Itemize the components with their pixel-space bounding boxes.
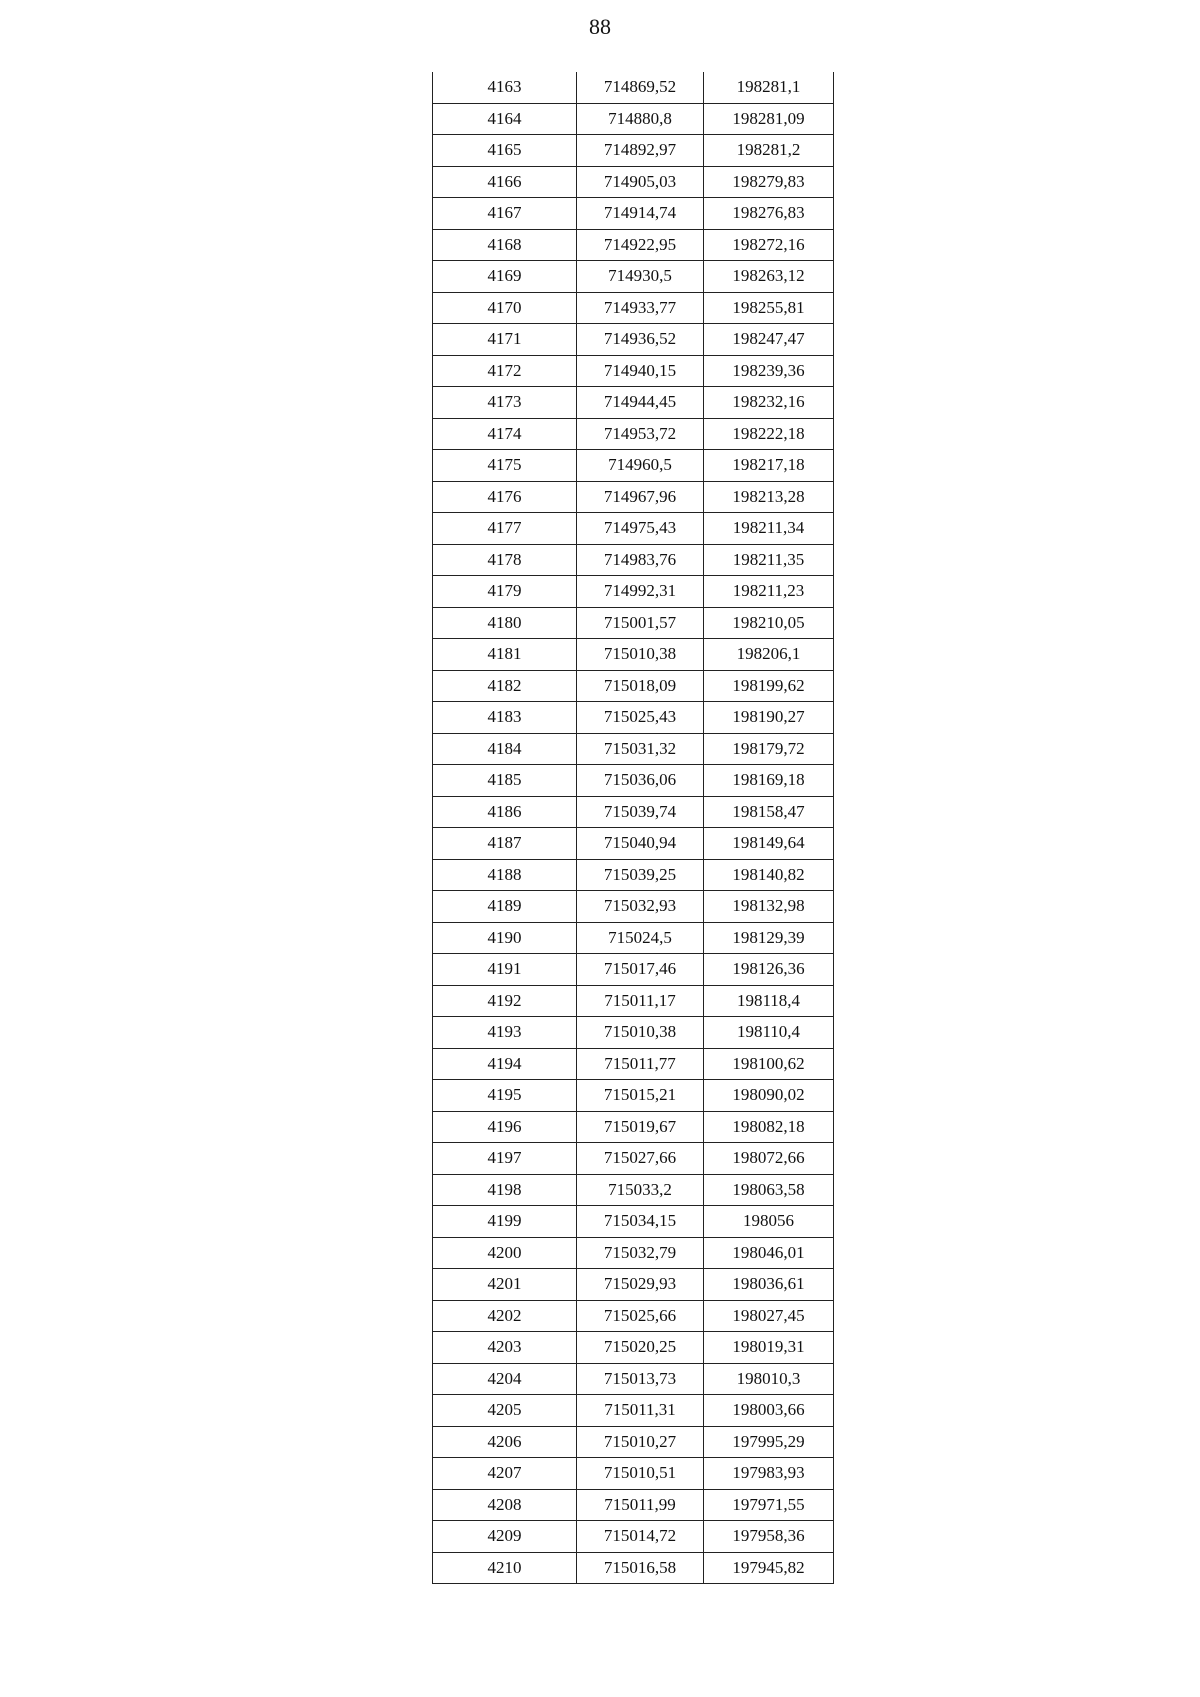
x-coordinate-cell: 715032,79: [577, 1237, 704, 1269]
point-number-cell: 4198: [433, 1174, 577, 1206]
y-coordinate-cell: 197958,36: [704, 1521, 834, 1553]
y-coordinate-cell: 198239,36: [704, 355, 834, 387]
x-coordinate-cell: 714869,52: [577, 72, 704, 103]
point-number-cell: 4209: [433, 1521, 577, 1553]
point-number-cell: 4194: [433, 1048, 577, 1080]
point-number-cell: 4204: [433, 1363, 577, 1395]
y-coordinate-cell: 198056: [704, 1206, 834, 1238]
point-number-cell: 4180: [433, 607, 577, 639]
x-coordinate-cell: 714983,76: [577, 544, 704, 576]
y-coordinate-cell: 198222,18: [704, 418, 834, 450]
point-number-cell: 4163: [433, 72, 577, 103]
point-number-cell: 4188: [433, 859, 577, 891]
x-coordinate-cell: 714930,5: [577, 261, 704, 293]
point-number-cell: 4207: [433, 1458, 577, 1490]
x-coordinate-cell: 715018,09: [577, 670, 704, 702]
y-coordinate-cell: 198272,16: [704, 229, 834, 261]
y-coordinate-cell: 198158,47: [704, 796, 834, 828]
x-coordinate-cell: 715016,58: [577, 1552, 704, 1584]
table-row: [433, 670, 834, 702]
point-number-cell: 4208: [433, 1489, 577, 1521]
table-row: [433, 1458, 834, 1490]
point-number-cell: 4210: [433, 1552, 577, 1584]
y-coordinate-cell: 198036,61: [704, 1269, 834, 1301]
x-coordinate-cell: 715033,2: [577, 1174, 704, 1206]
y-coordinate-cell: 198072,66: [704, 1143, 834, 1175]
table-row: [433, 261, 834, 293]
point-number-cell: 4192: [433, 985, 577, 1017]
point-number-cell: 4165: [433, 135, 577, 167]
point-number-cell: 4170: [433, 292, 577, 324]
point-number-cell: 4187: [433, 828, 577, 860]
y-coordinate-cell: 198211,34: [704, 513, 834, 545]
x-coordinate-cell: 714936,52: [577, 324, 704, 356]
y-coordinate-cell: 197945,82: [704, 1552, 834, 1584]
table-row: [433, 418, 834, 450]
point-number-cell: 4169: [433, 261, 577, 293]
y-coordinate-cell: 197995,29: [704, 1426, 834, 1458]
x-coordinate-cell: 715017,46: [577, 954, 704, 986]
table-row: [433, 1521, 834, 1553]
y-coordinate-cell: 198090,02: [704, 1080, 834, 1112]
x-coordinate-cell: 715010,38: [577, 1017, 704, 1049]
table-row: [433, 450, 834, 482]
y-coordinate-cell: 198118,4: [704, 985, 834, 1017]
x-coordinate-cell: 714922,95: [577, 229, 704, 261]
x-coordinate-cell: 715040,94: [577, 828, 704, 860]
table-row: [433, 324, 834, 356]
table-row: [433, 828, 834, 860]
y-coordinate-cell: 198217,18: [704, 450, 834, 482]
table-row: [433, 859, 834, 891]
y-coordinate-cell: 198281,1: [704, 72, 834, 103]
point-number-cell: 4191: [433, 954, 577, 986]
y-coordinate-cell: 198263,12: [704, 261, 834, 293]
x-coordinate-cell: 715025,66: [577, 1300, 704, 1332]
point-number-cell: 4200: [433, 1237, 577, 1269]
point-number-cell: 4202: [433, 1300, 577, 1332]
point-number-cell: 4196: [433, 1111, 577, 1143]
table-row: [433, 765, 834, 797]
y-coordinate-cell: 197983,93: [704, 1458, 834, 1490]
y-coordinate-cell: 198232,16: [704, 387, 834, 419]
table-row: [433, 796, 834, 828]
page-number: 88: [589, 14, 611, 39]
point-number-cell: 4195: [433, 1080, 577, 1112]
x-coordinate-cell: 715011,99: [577, 1489, 704, 1521]
table-row: [433, 1552, 834, 1584]
y-coordinate-cell: 198179,72: [704, 733, 834, 765]
x-coordinate-cell: 714960,5: [577, 450, 704, 482]
y-coordinate-cell: 198149,64: [704, 828, 834, 860]
point-number-cell: 4172: [433, 355, 577, 387]
y-coordinate-cell: 198276,83: [704, 198, 834, 230]
x-coordinate-cell: 714992,31: [577, 576, 704, 608]
table-row: [433, 1080, 834, 1112]
x-coordinate-cell: 715020,25: [577, 1332, 704, 1364]
x-coordinate-cell: 715013,73: [577, 1363, 704, 1395]
y-coordinate-cell: 198110,4: [704, 1017, 834, 1049]
y-coordinate-cell: 198199,62: [704, 670, 834, 702]
point-number-cell: 4167: [433, 198, 577, 230]
y-coordinate-cell: 198019,31: [704, 1332, 834, 1364]
y-coordinate-cell: 197971,55: [704, 1489, 834, 1521]
y-coordinate-cell: 198140,82: [704, 859, 834, 891]
x-coordinate-cell: 714953,72: [577, 418, 704, 450]
x-coordinate-cell: 715031,32: [577, 733, 704, 765]
y-coordinate-cell: 198255,81: [704, 292, 834, 324]
table-row: [433, 954, 834, 986]
y-coordinate-cell: 198082,18: [704, 1111, 834, 1143]
x-coordinate-cell: 715011,77: [577, 1048, 704, 1080]
point-number-cell: 4164: [433, 103, 577, 135]
point-number-cell: 4190: [433, 922, 577, 954]
point-number-cell: 4189: [433, 891, 577, 923]
x-coordinate-cell: 715025,43: [577, 702, 704, 734]
point-number-cell: 4186: [433, 796, 577, 828]
table-row: [433, 292, 834, 324]
table-row: [433, 166, 834, 198]
table-row: [433, 733, 834, 765]
y-coordinate-cell: 198126,36: [704, 954, 834, 986]
table-row: [433, 1332, 834, 1364]
x-coordinate-cell: 714933,77: [577, 292, 704, 324]
coordinates-table: [432, 72, 834, 1584]
table-row: [433, 355, 834, 387]
x-coordinate-cell: 714975,43: [577, 513, 704, 545]
x-coordinate-cell: 715014,72: [577, 1521, 704, 1553]
table-row: [433, 985, 834, 1017]
y-coordinate-cell: 198010,3: [704, 1363, 834, 1395]
y-coordinate-cell: 198213,28: [704, 481, 834, 513]
table-row: [433, 1143, 834, 1175]
x-coordinate-cell: 714892,97: [577, 135, 704, 167]
point-number-cell: 4201: [433, 1269, 577, 1301]
table-row: [433, 1395, 834, 1427]
table-row: [433, 1363, 834, 1395]
point-number-cell: 4175: [433, 450, 577, 482]
x-coordinate-cell: 715019,67: [577, 1111, 704, 1143]
point-number-cell: 4185: [433, 765, 577, 797]
x-coordinate-cell: 715011,31: [577, 1395, 704, 1427]
x-coordinate-cell: 715027,66: [577, 1143, 704, 1175]
y-coordinate-cell: 198281,2: [704, 135, 834, 167]
table-row: [433, 229, 834, 261]
point-number-cell: 4176: [433, 481, 577, 513]
table-row: [433, 103, 834, 135]
point-number-cell: 4181: [433, 639, 577, 671]
y-coordinate-cell: 198132,98: [704, 891, 834, 923]
table-row: [433, 639, 834, 671]
table-row: [433, 922, 834, 954]
table-row: [433, 135, 834, 167]
y-coordinate-cell: 198211,35: [704, 544, 834, 576]
x-coordinate-cell: 715010,38: [577, 639, 704, 671]
point-number-cell: 4183: [433, 702, 577, 734]
table-row: [433, 607, 834, 639]
table-row: [433, 387, 834, 419]
y-coordinate-cell: 198129,39: [704, 922, 834, 954]
x-coordinate-cell: 715010,27: [577, 1426, 704, 1458]
x-coordinate-cell: 715010,51: [577, 1458, 704, 1490]
y-coordinate-cell: 198027,45: [704, 1300, 834, 1332]
table-row: [433, 513, 834, 545]
table-row: [433, 1206, 834, 1238]
x-coordinate-cell: 715015,21: [577, 1080, 704, 1112]
point-number-cell: 4174: [433, 418, 577, 450]
x-coordinate-cell: 715036,06: [577, 765, 704, 797]
x-coordinate-cell: 714967,96: [577, 481, 704, 513]
point-number-cell: 4205: [433, 1395, 577, 1427]
y-coordinate-cell: 198247,47: [704, 324, 834, 356]
table-row: [433, 1269, 834, 1301]
y-coordinate-cell: 198211,23: [704, 576, 834, 608]
y-coordinate-cell: 198190,27: [704, 702, 834, 734]
table-row: [433, 72, 834, 103]
table-row: [433, 891, 834, 923]
x-coordinate-cell: 715039,25: [577, 859, 704, 891]
table-row: [433, 1489, 834, 1521]
x-coordinate-cell: 714914,74: [577, 198, 704, 230]
point-number-cell: 4197: [433, 1143, 577, 1175]
table-row: [433, 1048, 834, 1080]
table-row: [433, 1111, 834, 1143]
point-number-cell: 4168: [433, 229, 577, 261]
table-row: [433, 702, 834, 734]
x-coordinate-cell: 714944,45: [577, 387, 704, 419]
x-coordinate-cell: 714905,03: [577, 166, 704, 198]
point-number-cell: 4166: [433, 166, 577, 198]
y-coordinate-cell: 198281,09: [704, 103, 834, 135]
y-coordinate-cell: 198100,62: [704, 1048, 834, 1080]
point-number-cell: 4182: [433, 670, 577, 702]
coordinates-table-body: [433, 72, 834, 1584]
x-coordinate-cell: 715011,17: [577, 985, 704, 1017]
table-row: [433, 544, 834, 576]
point-number-cell: 4179: [433, 576, 577, 608]
x-coordinate-cell: 715034,15: [577, 1206, 704, 1238]
point-number-cell: 4206: [433, 1426, 577, 1458]
y-coordinate-cell: 198206,1: [704, 639, 834, 671]
point-number-cell: 4178: [433, 544, 577, 576]
table-row: [433, 1237, 834, 1269]
point-number-cell: 4184: [433, 733, 577, 765]
point-number-cell: 4199: [433, 1206, 577, 1238]
x-coordinate-cell: 715001,57: [577, 607, 704, 639]
point-number-cell: 4177: [433, 513, 577, 545]
y-coordinate-cell: 198279,83: [704, 166, 834, 198]
x-coordinate-cell: 714940,15: [577, 355, 704, 387]
x-coordinate-cell: 715024,5: [577, 922, 704, 954]
table-row: [433, 198, 834, 230]
x-coordinate-cell: 715032,93: [577, 891, 704, 923]
point-number-cell: 4193: [433, 1017, 577, 1049]
table-row: [433, 1426, 834, 1458]
table-row: [433, 1017, 834, 1049]
table-row: [433, 576, 834, 608]
point-number-cell: 4171: [433, 324, 577, 356]
x-coordinate-cell: 714880,8: [577, 103, 704, 135]
y-coordinate-cell: 198046,01: [704, 1237, 834, 1269]
point-number-cell: 4173: [433, 387, 577, 419]
x-coordinate-cell: 715029,93: [577, 1269, 704, 1301]
y-coordinate-cell: 198210,05: [704, 607, 834, 639]
table-row: [433, 1300, 834, 1332]
table-row: [433, 481, 834, 513]
x-coordinate-cell: 715039,74: [577, 796, 704, 828]
table-row: [433, 1174, 834, 1206]
point-number-cell: 4203: [433, 1332, 577, 1364]
y-coordinate-cell: 198063,58: [704, 1174, 834, 1206]
y-coordinate-cell: 198003,66: [704, 1395, 834, 1427]
y-coordinate-cell: 198169,18: [704, 765, 834, 797]
